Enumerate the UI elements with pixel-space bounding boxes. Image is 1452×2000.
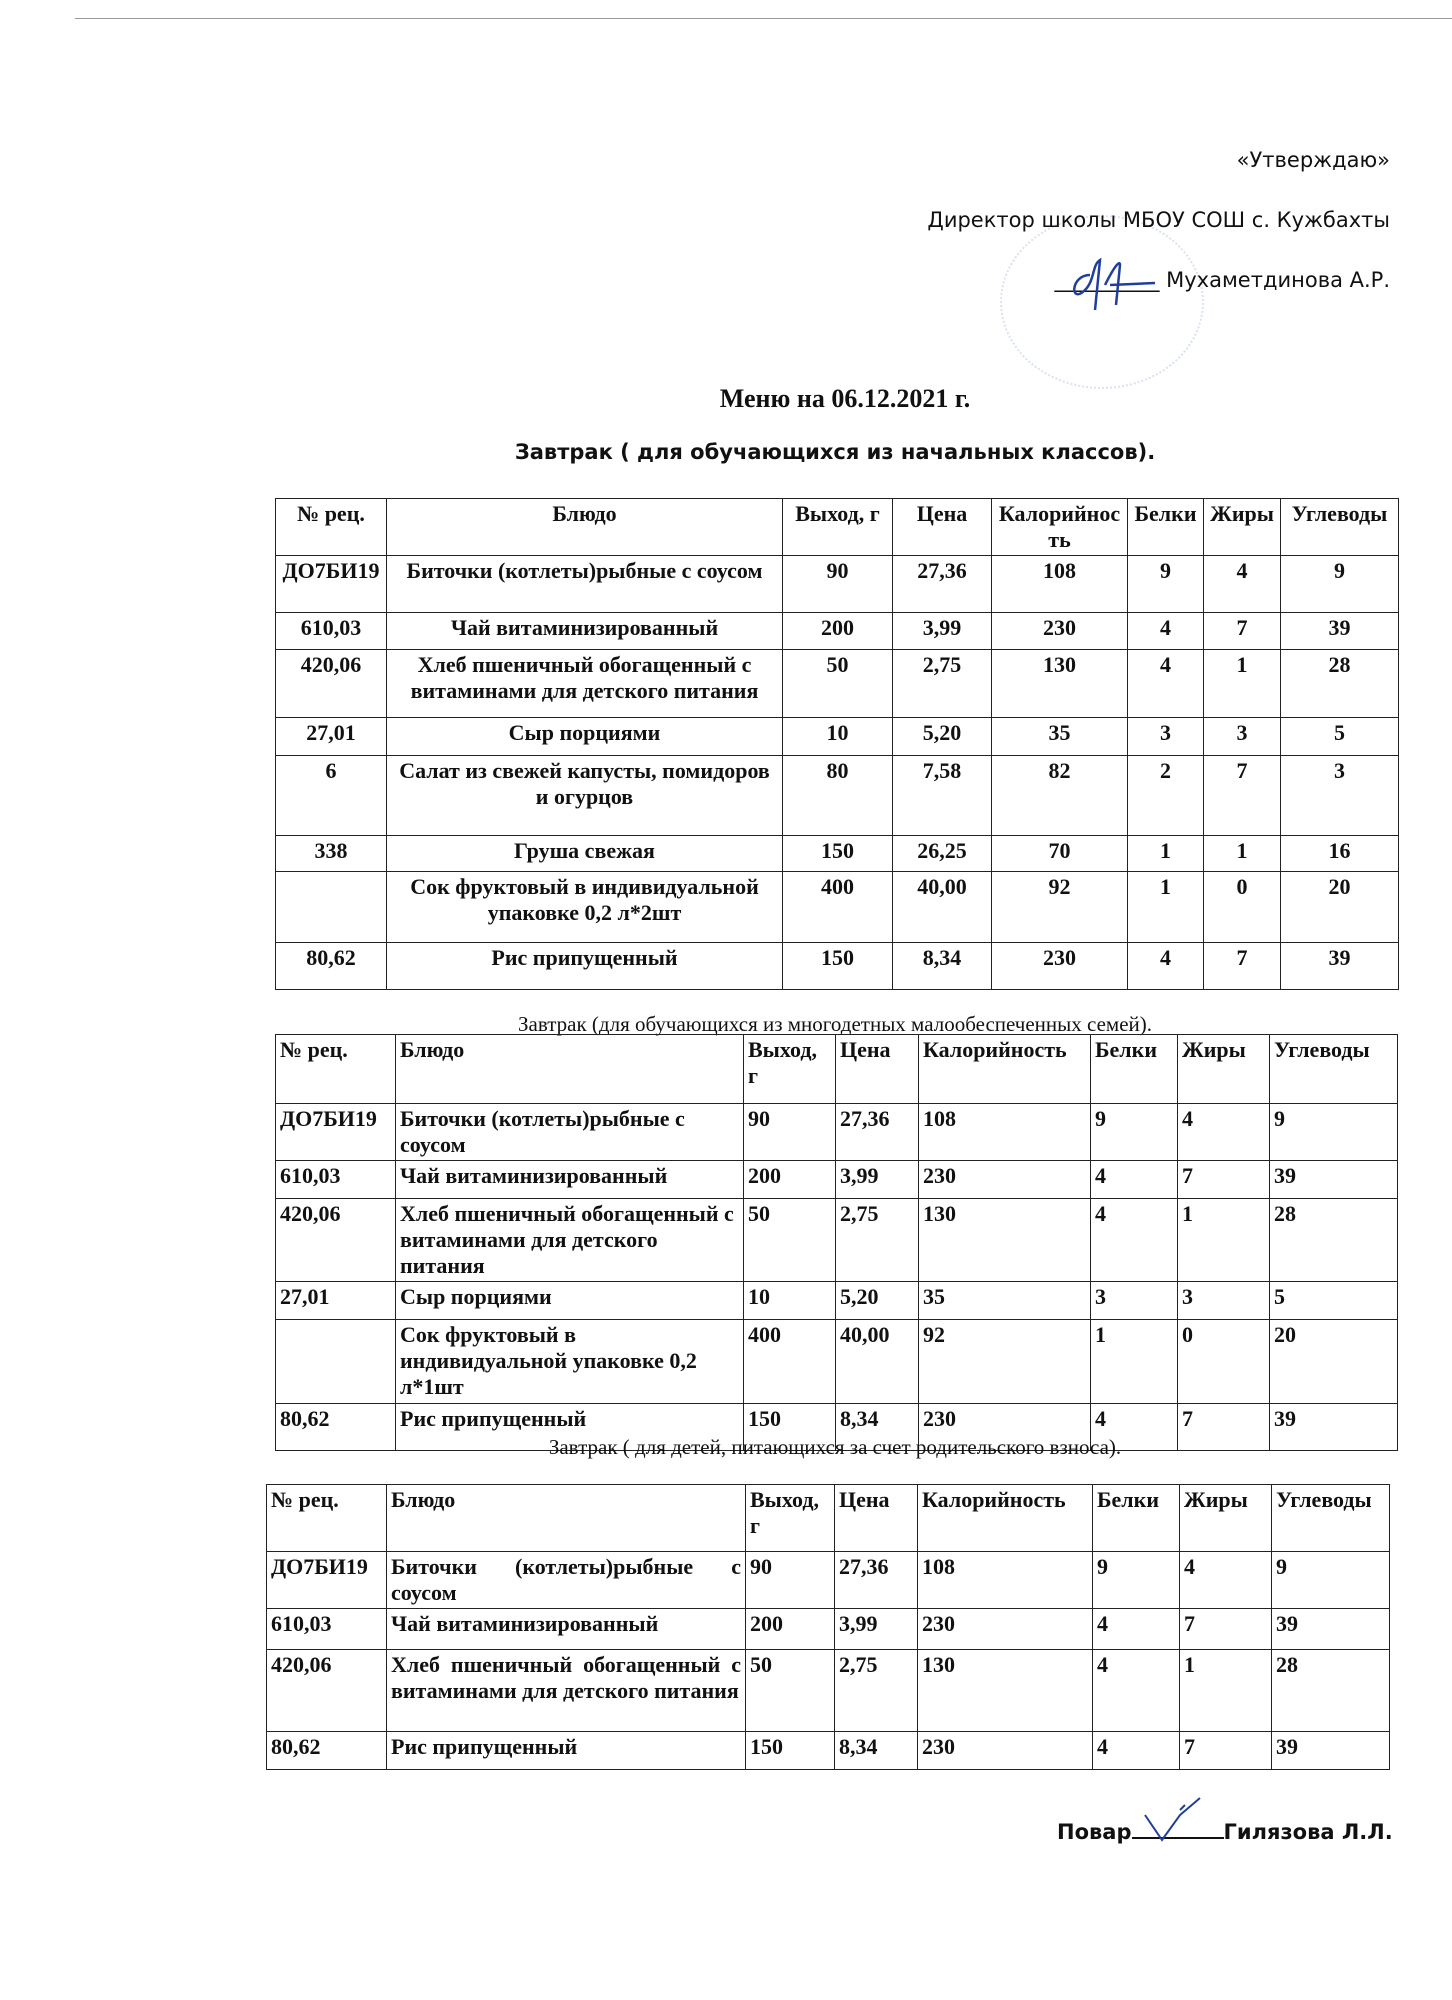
dish-name: Биточки (котлеты)рыбные с соусом <box>396 1104 744 1161</box>
table-header-row <box>267 1485 1390 1552</box>
nutrition-value: 230 <box>919 1404 1091 1451</box>
recipe-number: 27,01 <box>276 718 387 756</box>
menu-table <box>266 1484 1390 1770</box>
nutrition-value: 2,75 <box>893 650 992 718</box>
nutrition-value: 400 <box>744 1320 836 1404</box>
table-header-row <box>276 1035 1398 1104</box>
table-row <box>276 1199 1398 1282</box>
column-header: Блюдо <box>387 499 783 556</box>
column-header: Выход, г <box>744 1035 836 1104</box>
nutrition-value: 50 <box>746 1650 835 1732</box>
table-row <box>267 1609 1390 1650</box>
nutrition-value: 7 <box>1204 613 1281 650</box>
nutrition-value: 108 <box>919 1104 1091 1161</box>
nutrition-value: 4 <box>1180 1552 1272 1609</box>
dish-name: Хлеб пшеничный обогащенный с витаминами для детского питания <box>387 650 783 718</box>
nutrition-value: 26,25 <box>893 836 992 872</box>
column-header: Блюдо <box>396 1035 744 1104</box>
column-header: Выход, г <box>746 1485 835 1552</box>
nutrition-value: 82 <box>992 756 1128 836</box>
recipe-number: 338 <box>276 836 387 872</box>
nutrition-value: 1 <box>1180 1650 1272 1732</box>
nutrition-value: 39 <box>1281 943 1399 990</box>
nutrition-value: 9 <box>1281 556 1399 613</box>
nutrition-value: 3 <box>1281 756 1399 836</box>
nutrition-value: 150 <box>746 1732 835 1770</box>
nutrition-value: 230 <box>992 613 1128 650</box>
recipe-number <box>276 872 387 943</box>
nutrition-value: 7 <box>1204 943 1281 990</box>
nutrition-value: 2 <box>1128 756 1204 836</box>
nutrition-value: 27,36 <box>835 1552 918 1609</box>
menu-table <box>275 498 1399 990</box>
column-header: Жиры <box>1204 499 1281 556</box>
nutrition-value: 0 <box>1204 872 1281 943</box>
nutrition-value: 230 <box>992 943 1128 990</box>
nutrition-value: 2,75 <box>836 1199 919 1282</box>
column-header: Выход, г <box>783 499 893 556</box>
nutrition-value: 150 <box>744 1404 836 1451</box>
table-row <box>267 1732 1390 1770</box>
table-row <box>276 650 1399 718</box>
nutrition-value: 4 <box>1128 613 1204 650</box>
column-header: Блюдо <box>387 1485 746 1552</box>
table-row <box>276 1161 1398 1199</box>
dish-name: Рис припущенный <box>387 1732 746 1770</box>
dish-name: Хлеб пшеничный обогащенный с витаминами для детского питания <box>387 1650 746 1732</box>
nutrition-value: 3 <box>1128 718 1204 756</box>
column-header: № рец. <box>276 1035 396 1104</box>
nutrition-value: 8,34 <box>836 1404 919 1451</box>
table-row <box>276 556 1399 613</box>
nutrition-value: 3 <box>1204 718 1281 756</box>
nutrition-value: 4 <box>1093 1732 1180 1770</box>
nutrition-value: 35 <box>919 1282 1091 1320</box>
nutrition-value: 4 <box>1204 556 1281 613</box>
nutrition-value: 28 <box>1272 1650 1390 1732</box>
recipe-number <box>276 1320 396 1404</box>
table-header-row <box>276 499 1399 556</box>
dish-name: Сыр порциями <box>387 718 783 756</box>
cook-signature-line <box>1057 1820 1393 1844</box>
nutrition-value: 7 <box>1178 1404 1270 1451</box>
nutrition-value: 1 <box>1091 1320 1178 1404</box>
nutrition-value: 108 <box>918 1552 1093 1609</box>
column-header: Белки <box>1128 499 1204 556</box>
table-row <box>276 1320 1398 1404</box>
column-header: Жиры <box>1180 1485 1272 1552</box>
nutrition-value: 80 <box>783 756 893 836</box>
cook-signature <box>1140 1795 1220 1845</box>
recipe-number: 420,06 <box>267 1650 387 1732</box>
nutrition-value: 40,00 <box>836 1320 919 1404</box>
recipe-number: 80,62 <box>276 943 387 990</box>
column-header: Цена <box>835 1485 918 1552</box>
nutrition-value: 90 <box>783 556 893 613</box>
section-caption: Завтрак ( для детей, питающихся за счет родительского взноса). <box>548 1435 1122 1459</box>
nutrition-value: 9 <box>1128 556 1204 613</box>
nutrition-value: 27,36 <box>893 556 992 613</box>
dish-name: Сок фруктовый в индивидуальной упаковке 0,2 л*1шт <box>396 1320 744 1404</box>
nutrition-value: 1 <box>1204 650 1281 718</box>
nutrition-value: 50 <box>744 1199 836 1282</box>
nutrition-value: 90 <box>746 1552 835 1609</box>
nutrition-value: 108 <box>992 556 1128 613</box>
approval-position: Директор школы МБОУ СОШ с. Кужбахты <box>927 208 1390 232</box>
dish-name: Груша свежая <box>387 836 783 872</box>
nutrition-value: 3 <box>1178 1282 1270 1320</box>
nutrition-value: 1 <box>1178 1199 1270 1282</box>
column-header: Жиры <box>1178 1035 1270 1104</box>
column-header: Калорийность <box>992 499 1128 556</box>
table-row <box>276 836 1399 872</box>
nutrition-value: 1 <box>1128 872 1204 943</box>
director-signature <box>1050 245 1160 315</box>
dish-name: Рис припущенный <box>396 1404 744 1451</box>
dish-name: Сыр порциями <box>396 1282 744 1320</box>
cook-label: Повар <box>1057 1820 1132 1844</box>
column-header: Белки <box>1093 1485 1180 1552</box>
nutrition-value: 4 <box>1178 1104 1270 1161</box>
table-row <box>267 1650 1390 1732</box>
column-header: Цена <box>836 1035 919 1104</box>
dish-name: Чай витаминизированный <box>387 613 783 650</box>
recipe-number: 80,62 <box>276 1404 396 1451</box>
column-header: Углеводы <box>1272 1485 1390 1552</box>
nutrition-value: 39 <box>1281 613 1399 650</box>
nutrition-value: 39 <box>1272 1609 1390 1650</box>
nutrition-value: 20 <box>1281 872 1399 943</box>
nutrition-value: 9 <box>1272 1552 1390 1609</box>
nutrition-value: 4 <box>1093 1650 1180 1732</box>
dish-name: Салат из свежей капусты, помидоров и огурцов <box>387 756 783 836</box>
recipe-number: 610,03 <box>276 613 387 650</box>
approval-signature-line: __________ Мухаметдинова А.Р. <box>1054 268 1390 292</box>
nutrition-value: 9 <box>1270 1104 1398 1161</box>
nutrition-value: 70 <box>992 836 1128 872</box>
section-caption: Завтрак ( для обучающихся из начальных классов). <box>514 440 1156 464</box>
nutrition-value: 7 <box>1180 1609 1272 1650</box>
approval-heading: «Утверждаю» <box>1236 148 1390 172</box>
nutrition-value: 130 <box>992 650 1128 718</box>
table-row <box>267 1552 1390 1609</box>
recipe-number: 610,03 <box>267 1609 387 1650</box>
nutrition-value: 9 <box>1091 1104 1178 1161</box>
nutrition-value: 5 <box>1270 1282 1398 1320</box>
nutrition-value: 130 <box>918 1650 1093 1732</box>
nutrition-value: 92 <box>992 872 1128 943</box>
nutrition-value: 5 <box>1281 718 1399 756</box>
nutrition-value: 200 <box>744 1161 836 1199</box>
column-header: Цена <box>893 499 992 556</box>
nutrition-value: 150 <box>783 943 893 990</box>
dish-name: Чай витаминизированный <box>387 1609 746 1650</box>
nutrition-value: 5,20 <box>836 1282 919 1320</box>
recipe-number: 6 <box>276 756 387 836</box>
column-header: Белки <box>1091 1035 1178 1104</box>
column-header: № рец. <box>276 499 387 556</box>
nutrition-value: 5,20 <box>893 718 992 756</box>
nutrition-value: 4 <box>1128 943 1204 990</box>
recipe-number: 27,01 <box>276 1282 396 1320</box>
table-row <box>276 943 1399 990</box>
page-title: Меню на 06.12.2021 г. <box>719 384 971 413</box>
cook-name: Гилязова Л.Л. <box>1223 1820 1393 1844</box>
nutrition-value: 200 <box>746 1609 835 1650</box>
table-row <box>276 756 1399 836</box>
nutrition-value: 400 <box>783 872 893 943</box>
recipe-number: ДО7БИ19 <box>267 1552 387 1609</box>
nutrition-value: 7 <box>1180 1732 1272 1770</box>
nutrition-value: 10 <box>744 1282 836 1320</box>
nutrition-value: 3,99 <box>835 1609 918 1650</box>
nutrition-value: 35 <box>992 718 1128 756</box>
nutrition-value: 7 <box>1204 756 1281 836</box>
table-row <box>276 718 1399 756</box>
table-row <box>276 1104 1398 1161</box>
dish-name: Биточки (котлеты)рыбные с соусом <box>387 556 783 613</box>
nutrition-value: 230 <box>918 1732 1093 1770</box>
nutrition-value: 230 <box>919 1161 1091 1199</box>
recipe-number: ДО7БИ19 <box>276 1104 396 1161</box>
nutrition-value: 28 <box>1270 1199 1398 1282</box>
nutrition-value: 16 <box>1281 836 1399 872</box>
nutrition-value: 90 <box>744 1104 836 1161</box>
table-row <box>276 613 1399 650</box>
nutrition-value: 4 <box>1091 1199 1178 1282</box>
nutrition-value: 28 <box>1281 650 1399 718</box>
recipe-number: 610,03 <box>276 1161 396 1199</box>
nutrition-value: 0 <box>1178 1320 1270 1404</box>
column-header: Калорийность <box>919 1035 1091 1104</box>
nutrition-value: 92 <box>919 1320 1091 1404</box>
nutrition-value: 1 <box>1204 836 1281 872</box>
nutrition-value: 39 <box>1270 1404 1398 1451</box>
column-header: Калорийность <box>918 1485 1093 1552</box>
recipe-number: 420,06 <box>276 1199 396 1282</box>
table-row <box>276 1282 1398 1320</box>
nutrition-value: 3,99 <box>893 613 992 650</box>
nutrition-value: 130 <box>919 1199 1091 1282</box>
nutrition-value: 8,34 <box>893 943 992 990</box>
nutrition-value: 8,34 <box>835 1732 918 1770</box>
recipe-number: 80,62 <box>267 1732 387 1770</box>
nutrition-value: 7 <box>1178 1161 1270 1199</box>
nutrition-value: 10 <box>783 718 893 756</box>
nutrition-value: 3 <box>1091 1282 1178 1320</box>
nutrition-value: 20 <box>1270 1320 1398 1404</box>
nutrition-value: 2,75 <box>835 1650 918 1732</box>
nutrition-value: 3,99 <box>836 1161 919 1199</box>
recipe-number: 420,06 <box>276 650 387 718</box>
dish-name: Рис припущенный <box>387 943 783 990</box>
menu-table <box>275 1034 1398 1451</box>
nutrition-value: 27,36 <box>836 1104 919 1161</box>
column-header: Углеводы <box>1270 1035 1398 1104</box>
column-header: № рец. <box>267 1485 387 1552</box>
nutrition-value: 40,00 <box>893 872 992 943</box>
dish-name: Биточки (котлеты)рыбные с соусом <box>387 1552 746 1609</box>
nutrition-value: 4 <box>1091 1404 1178 1451</box>
dish-name: Сок фруктовый в индивидуальной упаковке 0,2 л*2шт <box>387 872 783 943</box>
recipe-number: ДО7БИ19 <box>276 556 387 613</box>
nutrition-value: 4 <box>1128 650 1204 718</box>
nutrition-value: 1 <box>1128 836 1204 872</box>
nutrition-value: 4 <box>1093 1609 1180 1650</box>
dish-name: Хлеб пшеничный обогащенный с витаминами для детского питания <box>396 1199 744 1282</box>
table-row <box>276 872 1399 943</box>
dish-name: Чай витаминизированный <box>396 1161 744 1199</box>
nutrition-value: 50 <box>783 650 893 718</box>
nutrition-value: 230 <box>918 1609 1093 1650</box>
nutrition-value: 200 <box>783 613 893 650</box>
scan-edge-line <box>75 18 1452 19</box>
column-header: Углеводы <box>1281 499 1399 556</box>
nutrition-value: 39 <box>1270 1161 1398 1199</box>
nutrition-value: 150 <box>783 836 893 872</box>
nutrition-value: 7,58 <box>893 756 992 836</box>
section-caption: Завтрак (для обучающихся из многодетных малообеспеченных семей). <box>517 1012 1153 1036</box>
nutrition-value: 4 <box>1091 1161 1178 1199</box>
nutrition-value: 9 <box>1093 1552 1180 1609</box>
nutrition-value: 39 <box>1272 1732 1390 1770</box>
